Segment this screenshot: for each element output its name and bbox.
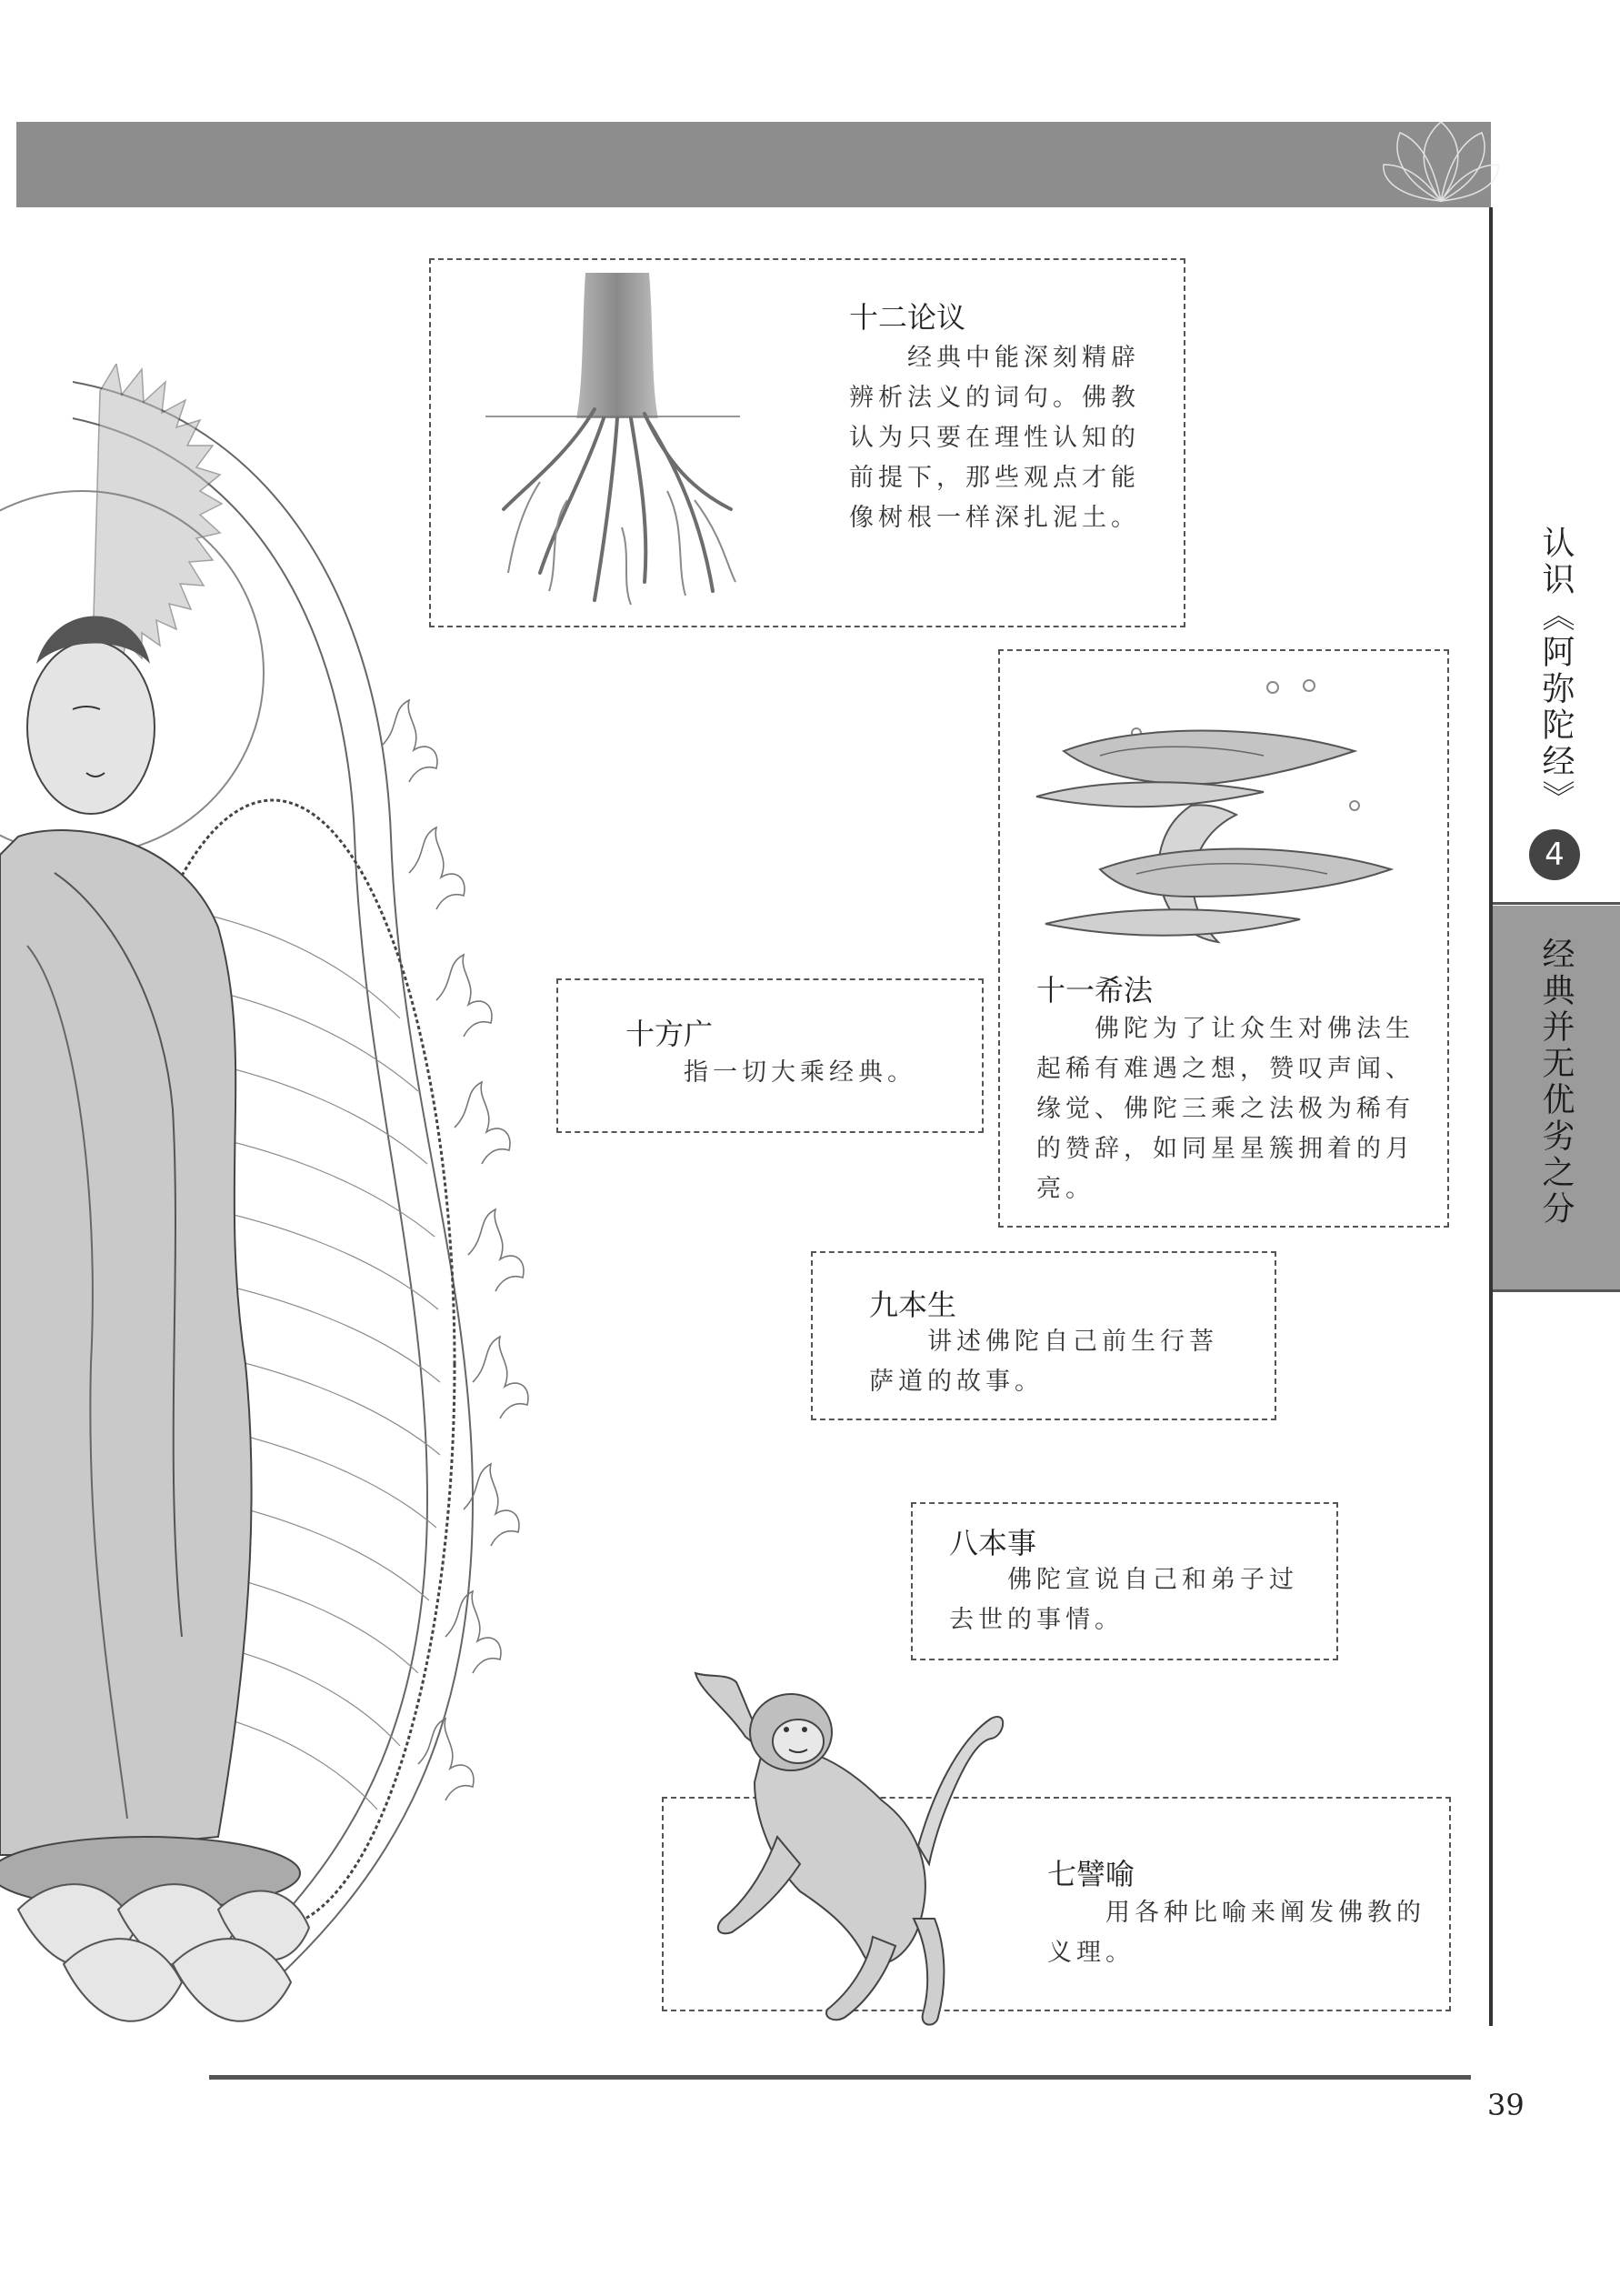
entry-text: 指一切大乘经典。 bbox=[684, 1058, 916, 1087]
entry-title: 十一希法 bbox=[1036, 973, 1154, 1008]
moon-clouds-illustration bbox=[1027, 669, 1427, 969]
side-tab-divider bbox=[1493, 1289, 1620, 1292]
entry-text: 佛陀为了让众生对佛法生起稀有难遇之想，赞叹声闻、缘觉、佛陀三乘之法极为稀有的赞辞，如同星星簇拥着的月亮。 bbox=[1036, 1015, 1415, 1203]
section-title: 经典并无优劣之分 bbox=[1537, 937, 1575, 1228]
entry-text: 讲述佛陀自己前生行菩萨道的故事。 bbox=[869, 1328, 1218, 1396]
entry-box-eight bbox=[911, 1502, 1338, 1660]
entry-title: 十方广 bbox=[625, 1017, 714, 1051]
footer-rule bbox=[209, 2075, 1471, 2080]
tree-roots-illustration bbox=[485, 273, 749, 609]
side-tab-divider bbox=[1493, 902, 1620, 905]
entry-box-eleven bbox=[998, 649, 1449, 1228]
entry-title: 八本事 bbox=[949, 1526, 1037, 1560]
chapter-number-badge: 4 bbox=[1529, 829, 1580, 880]
entry-title: 九本生 bbox=[869, 1288, 957, 1322]
entry-box-nine bbox=[811, 1251, 1276, 1420]
entry-text: 经典中能深刻精辟辨析法义的词句。佛教认为只要在理性认知的前提下，那些观点才能像树根一样深扎泥土。 bbox=[849, 344, 1140, 532]
monkey-illustration bbox=[691, 1655, 1036, 2037]
entry-text: 用各种比喻来阐发佛教的义理。 bbox=[1047, 1899, 1425, 1967]
entry-box-ten bbox=[556, 978, 984, 1133]
page-number: 39 bbox=[1487, 2088, 1525, 2122]
entry-title: 十二论议 bbox=[849, 300, 966, 335]
lotus-ornament-icon bbox=[1382, 115, 1500, 206]
header-bar bbox=[16, 122, 1491, 207]
book-title: 认识《阿弥陀经》 bbox=[1537, 526, 1575, 817]
entry-text: 佛陀宣说自己和弟子过去世的事情。 bbox=[949, 1566, 1298, 1634]
entry-title: 七譬喻 bbox=[1047, 1857, 1135, 1891]
entry-box-twelve bbox=[429, 258, 1185, 627]
